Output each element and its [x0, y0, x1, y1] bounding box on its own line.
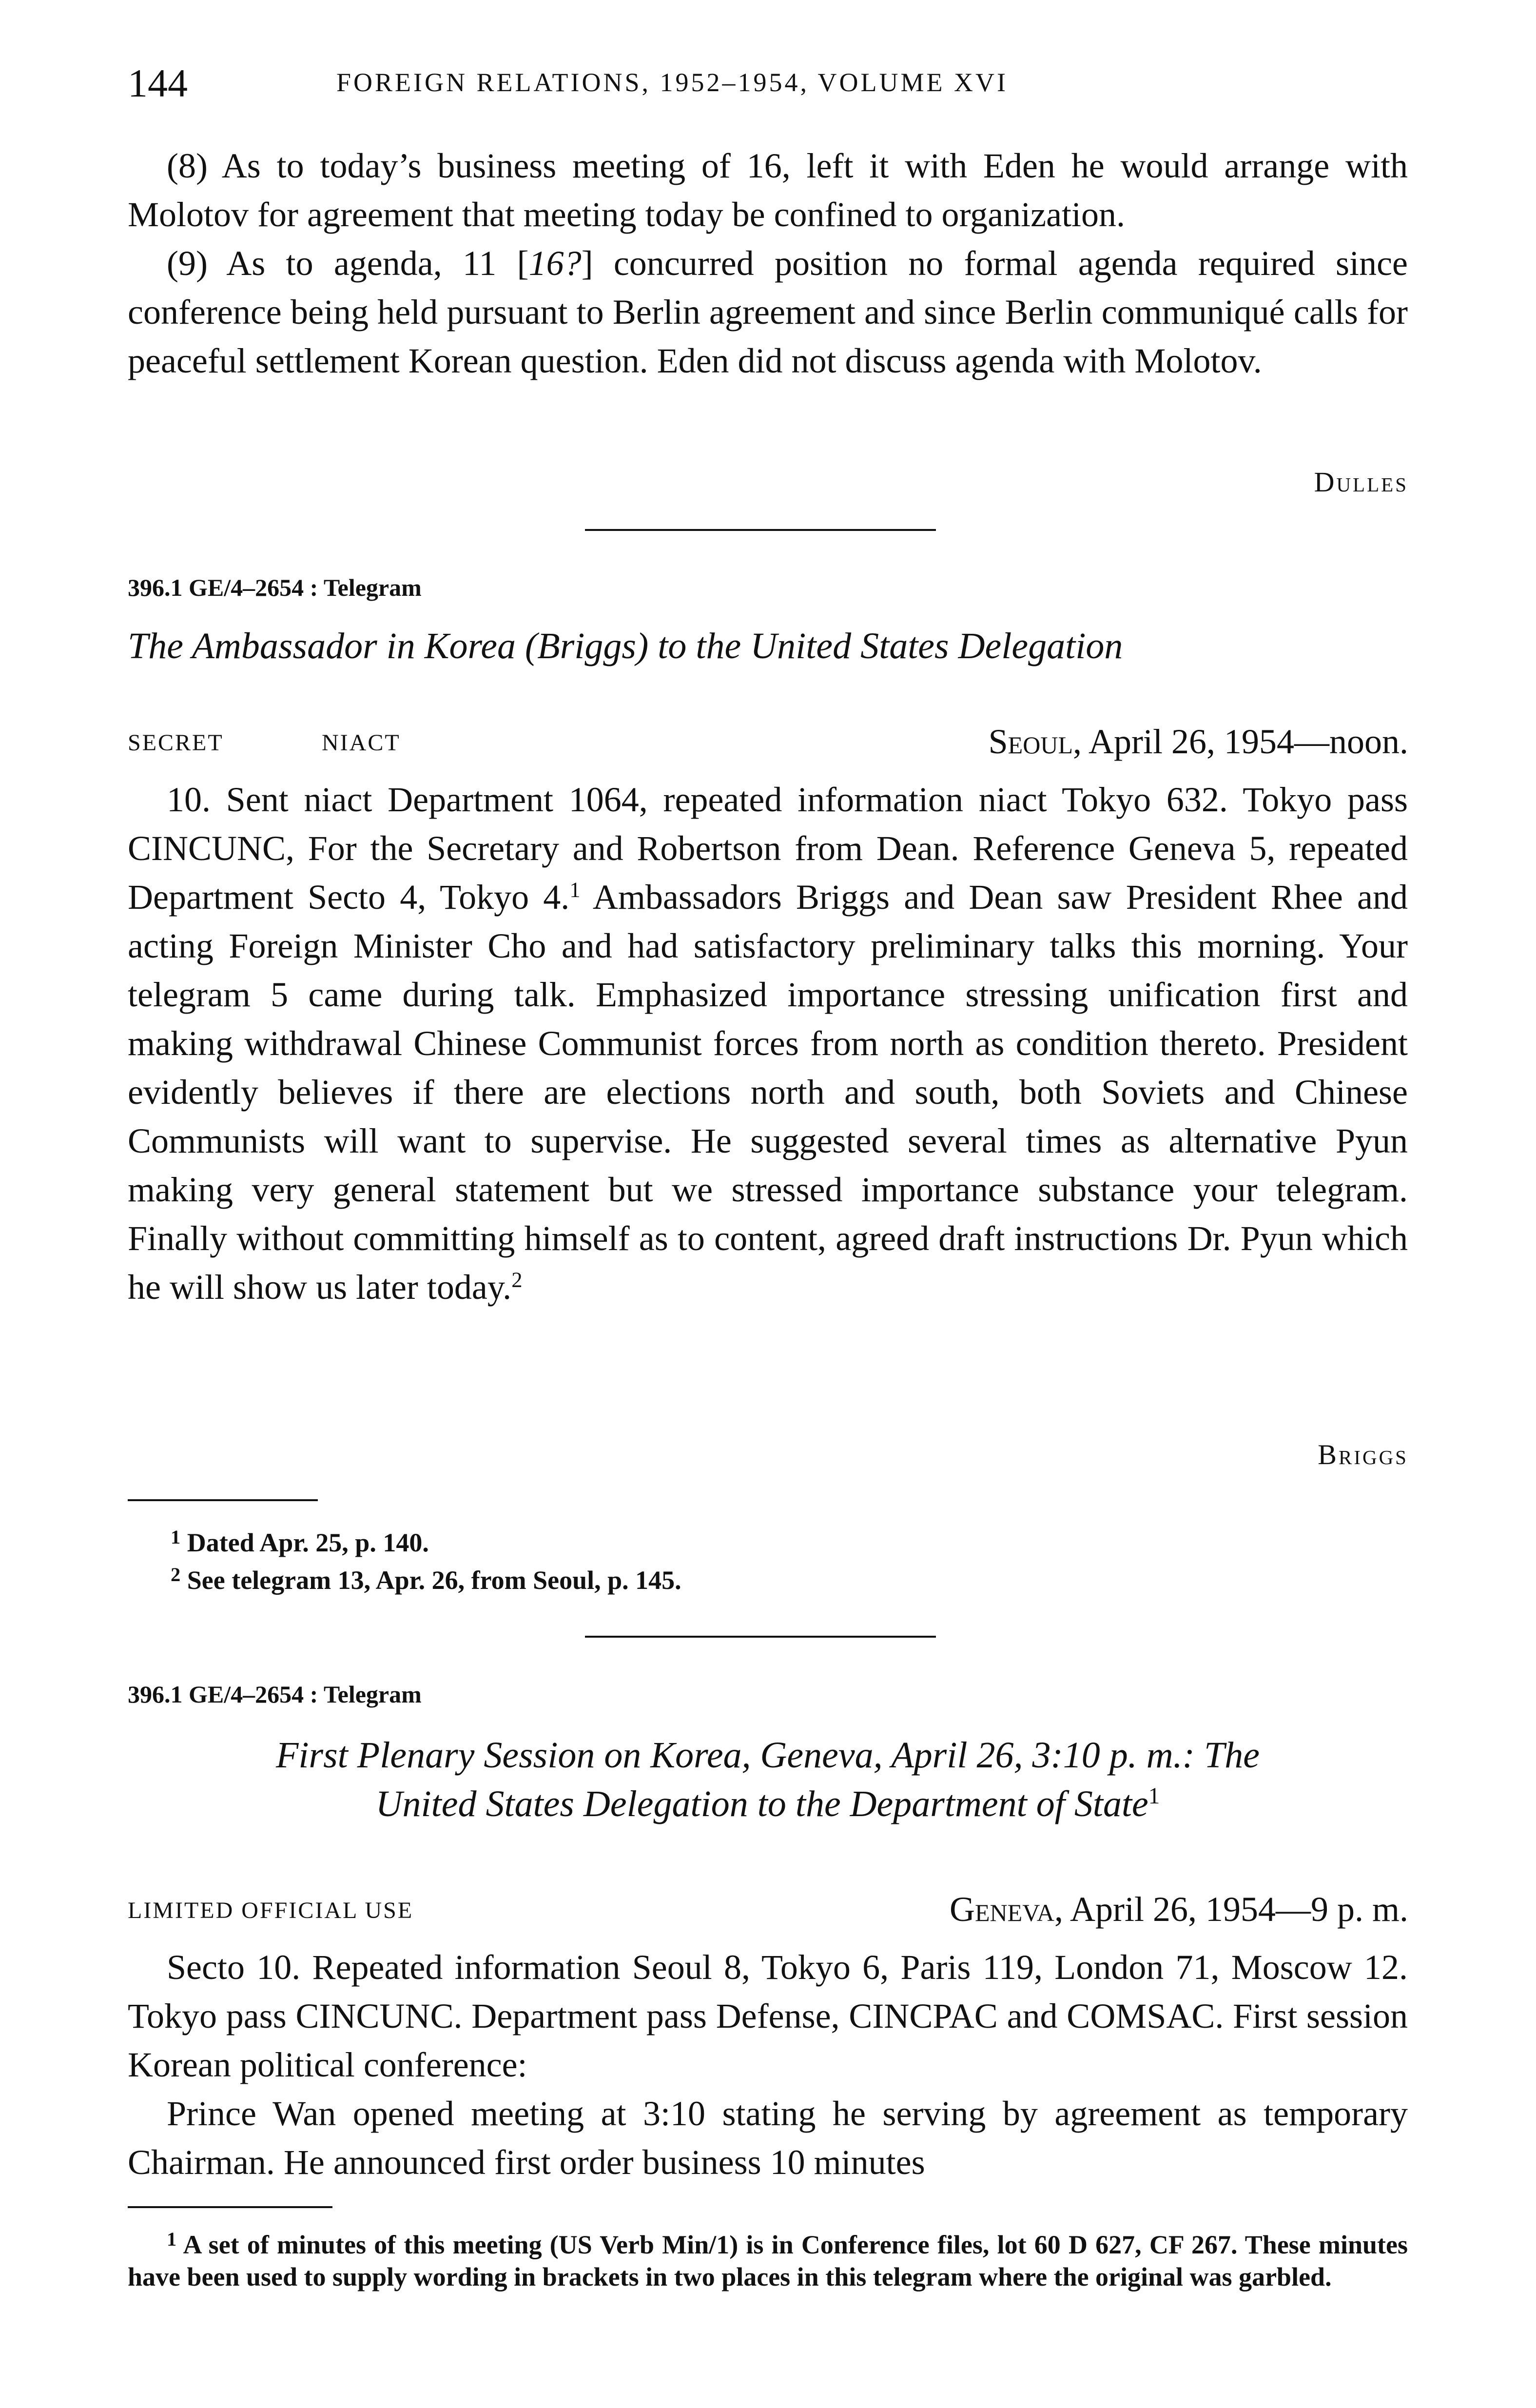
- title-line-1: First Plenary Session on Korea, Geneva, April 26, 3:10 p. m.: The: [275, 1735, 1260, 1776]
- telegram-text: 10. Sent niact Department 1064, repeated information niact Tokyo 632. Tokyo pass CINCUNC, For the Secretary and Robertson from Dean. Reference Geneva 5, repeated Department Secto 4, Tokyo 4.: [128, 780, 1408, 917]
- telegram-body: [128, 1943, 1408, 2187]
- telegram-text-cont: Ambassadors Briggs and Dean saw President Rhee and acting Foreign Minister Cho and had satisfactory preliminary talks this morning. Your telegram 5 came during talk. Emphasized importance stressing unification first and making withdrawal Chinese Communist forces from north as condition thereto. President evidently believes if there are elections north and south, both Soviets and Chinese Communists will want to supervise. He suggested several times as alternative Pyun making very general statement but we stressed importance substance your telegram. Finally without committing himself as to content, agreed draft instructions Dr. Pyun which he will show us later today.: [128, 878, 1408, 1307]
- telegram-body: [128, 775, 1408, 1312]
- paragraph-9-text: (9) As to agenda, 11 [: [167, 244, 529, 283]
- footnote-marker: 1: [569, 877, 581, 902]
- dateline-place: Geneva: [950, 1890, 1054, 1929]
- telegram-paragraph: Secto 10. Repeated information Seoul 8, Tokyo 6, Paris 119, London 71, Moscow 12. Tokyo pass CINCUNC. Department pass Defense, CINCPAC and COMSAC. First session Korean political conference:: [128, 1948, 1408, 2084]
- footnotes: [171, 1521, 1389, 1596]
- footnote-mark: 1: [171, 1526, 181, 1548]
- page-number: 144: [128, 61, 188, 105]
- footnote-text: Dated Apr. 25, p. 140.: [180, 1528, 429, 1558]
- classification-label: LIMITED OFFICIAL USE: [128, 1898, 414, 1923]
- footnote-mark: 2: [171, 1564, 181, 1586]
- priority-label: NIACT: [322, 730, 401, 756]
- telegram-paragraph: Prince Wan opened meeting at 3:10 stating he serving by agreement as temporary Chairman. He announced first order business 10 minutes: [128, 2094, 1408, 2182]
- document-title: [128, 1731, 1408, 1828]
- paragraph-9-text-rest: ] concurred position no formal agenda required since conference being held pursuant to Berlin agreement and since Berlin communiqué calls for peaceful settlement Korean question. Eden did not discuss agenda with Molotov.: [128, 244, 1408, 380]
- footnote-divider: [128, 1499, 318, 1501]
- title-line-2: [128, 1780, 1408, 1828]
- footnote: [171, 1559, 1389, 1596]
- signature-briggs: Briggs: [1318, 1439, 1408, 1470]
- section-divider: [585, 1636, 936, 1638]
- footnote: [171, 1521, 1389, 1559]
- footnote-text: See telegram 13, Apr. 26, from Seoul, p. 145.: [180, 1566, 681, 1595]
- footnote-text: A set of minutes of this meeting (US Verb Min/1) is in Conference files, lot 60 D 627, CF 267. These minutes have been used to supply wording in brackets in two places in this telegram where the original was garbled.: [128, 2230, 1408, 2292]
- title-line-2-text: United States Delegation to the Department of State: [375, 1783, 1148, 1824]
- footnote-marker: 1: [1148, 1783, 1160, 1809]
- editorial-insertion: 16?: [528, 244, 582, 283]
- signature-dulles: Dulles: [1314, 466, 1408, 498]
- dateline-date: , April 26, 1954—9 p. m.: [1054, 1890, 1408, 1929]
- classification-label: SECRET: [128, 730, 224, 756]
- file-reference: 396.1 GE/4–2654 : Telegram: [128, 1681, 422, 1708]
- footnote: [128, 2223, 1408, 2293]
- section-divider: [585, 529, 936, 531]
- footnote-mark: 1: [167, 2228, 177, 2250]
- paragraph-9: [128, 239, 1408, 385]
- footnotes: [128, 2223, 1408, 2293]
- dateline: [989, 724, 1408, 759]
- continued-text: [128, 141, 1408, 385]
- footnote-marker: 2: [511, 1267, 523, 1292]
- dateline-date: , April 26, 1954—noon.: [1072, 722, 1408, 761]
- dateline-place: Seoul: [988, 722, 1073, 761]
- running-title: FOREIGN RELATIONS, 1952–1954, VOLUME XVI: [336, 68, 1008, 97]
- file-reference: 396.1 GE/4–2654 : Telegram: [128, 574, 422, 601]
- paragraph-8: (8) As to today’s business meeting of 16, left it with Eden he would arrange with Molotov for agreement that meeting today be confined to organization.: [128, 146, 1408, 234]
- footnote-divider: [128, 2206, 332, 2208]
- document-title: The Ambassador in Korea (Briggs) to the United States Delegation: [128, 626, 1123, 666]
- dateline: [950, 1892, 1408, 1927]
